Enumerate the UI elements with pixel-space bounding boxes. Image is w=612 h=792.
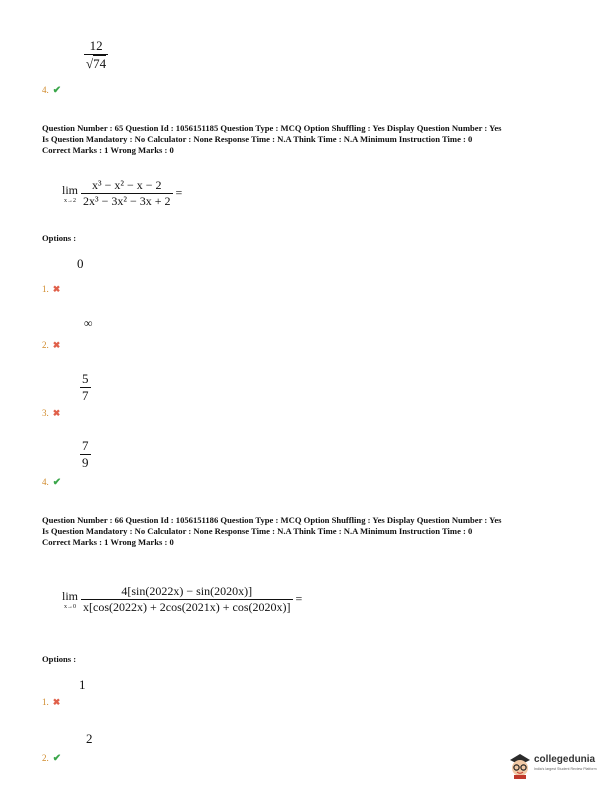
q66-header (42, 515, 572, 548)
q66-numerator: 4[sin(2022x) − sin(2020x)] (121, 584, 253, 598)
q66-option-2: 2. ✔ (42, 753, 62, 764)
q66-lim-sub: x→0 (64, 604, 76, 610)
q66-header-line2: Is Question Mandatory : No Calculator : None Response Time : N.A Think Time : N.A Minimum Instruction Time : 0 (42, 526, 473, 536)
top-option-value (84, 38, 108, 72)
top-numerator: 12 (89, 38, 103, 53)
brand-name: collegedunia (534, 754, 596, 765)
q66-header-line1: Question Number : 66 Question Id : 1056151186 Question Type : MCQ Option Shuffling : Yes Display Question Number : Yes (42, 515, 502, 525)
q66-option-2-value: 2 (86, 731, 93, 746)
mascot-icon (507, 751, 533, 779)
collegedunia-logo (507, 751, 607, 781)
q65-denominator: 2x³ − 3x² − 3x + 2 (83, 194, 171, 208)
check-icon: ✔ (52, 85, 62, 96)
cross-icon: ✖ (52, 697, 61, 707)
brand-tagline: India's largest Student Review Platform (534, 767, 597, 771)
check-icon: ✔ (52, 477, 62, 488)
q65-option-4-value: $\frac{7}{9}$ (82, 438, 89, 470)
top-denominator: √74 (86, 56, 107, 71)
q65-lim: lim (62, 183, 79, 197)
q65-options-label: Options : (42, 233, 77, 243)
q66-option-1: 1. ✖ (42, 697, 61, 707)
check-icon: ✔ (52, 753, 62, 764)
q65-option-1: 1. ✖ (42, 284, 61, 294)
q65-equation (62, 178, 182, 209)
q65-header (42, 123, 572, 156)
q66-options-label: Options : (42, 654, 77, 664)
q66-denominator: x[cos(2022x) + 2cos(2021x) + cos(2020x)] (83, 600, 291, 614)
q66-lim: lim (62, 589, 79, 603)
q66-option-1-value: 1 (79, 677, 86, 692)
q65-option-4: 4. ✔ (42, 477, 62, 488)
q65-lim-sub: x→2 (64, 198, 76, 204)
q65-option-2-value: ∞ (84, 316, 93, 330)
q65-header-line3: Correct Marks : 1 Wrong Marks : 0 (42, 145, 174, 155)
q65-option-3: 3. ✖ (42, 408, 61, 418)
q65-option-2: 2. ✖ (42, 340, 61, 350)
q65-equals: = (175, 185, 183, 200)
cross-icon: ✖ (52, 340, 61, 350)
top-option-number: 4. ✔ (42, 85, 62, 96)
cross-icon: ✖ (52, 284, 61, 294)
q65-header-line2: Is Question Mandatory : No Calculator : None Response Time : N.A Think Time : N.A Minimum Instruction Time : 0 (42, 134, 473, 144)
q65-header-line1: Question Number : 65 Question Id : 1056151185 Question Type : MCQ Option Shuffling : Yes Display Question Number : Yes (42, 123, 502, 133)
q65-numerator: x³ − x² − x − 2 (92, 178, 162, 192)
q66-header-line3: Correct Marks : 1 Wrong Marks : 0 (42, 537, 174, 547)
q65-option-1-value: 0 (77, 256, 84, 271)
q66-equals: = (295, 591, 303, 606)
q66-equation (62, 584, 302, 615)
q65-option-3-value: $\frac{5}{7}$ (82, 371, 89, 403)
cross-icon: ✖ (52, 408, 61, 418)
